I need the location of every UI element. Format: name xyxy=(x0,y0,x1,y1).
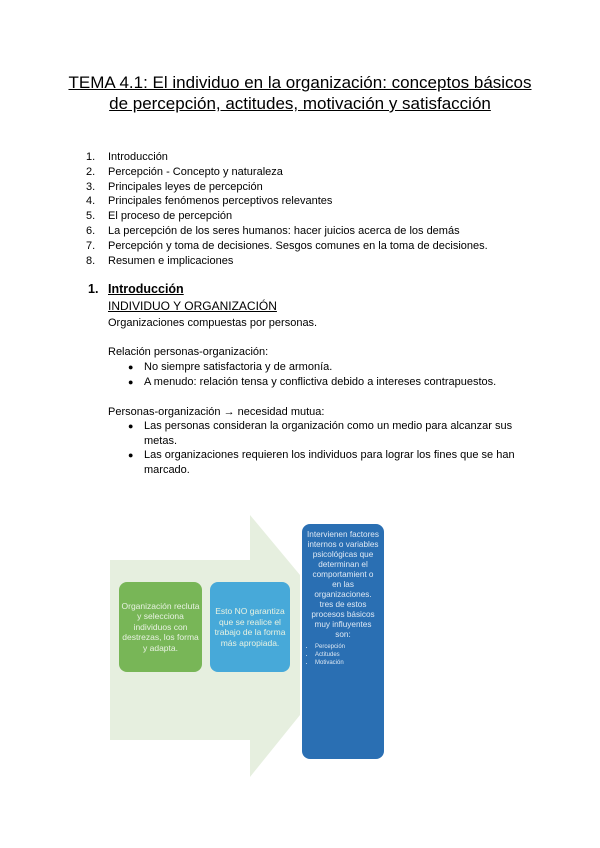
toc-item xyxy=(86,150,488,165)
toc-text: Resumen e implicaciones xyxy=(108,254,234,267)
toc-text: Percepción - Concepto y naturaleza xyxy=(108,165,283,178)
dark-box-text: Intervienen factores internos o variables psicológicas que determinan el comportamient o en las organizaciones. tres de estos procesos básicos muy influyentes son: xyxy=(307,530,379,639)
bullet-text: Las personas consideran la organización como un medio para alcanzar sus metas. xyxy=(144,420,513,447)
toc-text: Introducción xyxy=(108,151,168,163)
page-title: TEMA 4.1: El individuo en la organización: conceptos básicos de percepción, actitudes, motivación y satisfacción xyxy=(68,73,532,113)
toc-number: 7. xyxy=(86,239,96,252)
toc-number: 6. xyxy=(86,224,96,237)
bullet-text: A menudo: relación tensa y conflictiva debido a intereses contrapuestos. xyxy=(144,376,497,388)
bullet-icon: ● xyxy=(128,362,134,372)
bullet-text: Las organizaciones requieren los individuos para lograr los fines que se han marcado. xyxy=(144,449,515,476)
toc-number: 2. xyxy=(86,165,96,178)
toc-item xyxy=(86,239,488,254)
bullet-text: No siempre satisfactoria y de armonía. xyxy=(144,361,333,373)
section-title: Introducción xyxy=(108,282,184,296)
toc-item xyxy=(86,209,488,224)
bullet-item xyxy=(128,360,534,375)
toc-text: Principales leyes de percepción xyxy=(108,180,263,193)
paragraph: Personas-organización → necesidad mutua: xyxy=(108,406,325,418)
toc-item xyxy=(86,194,488,209)
list-item: • Percepción xyxy=(315,643,379,651)
toc-item xyxy=(86,224,488,239)
toc-number: 5. xyxy=(86,210,96,223)
bullet-icon: ● xyxy=(128,450,134,460)
paragraph: Relación personas-organización: xyxy=(108,346,269,358)
toc-text: La percepción de los seres humanos: hacer juicios acerca de los demás xyxy=(108,224,460,237)
toc-item xyxy=(86,165,488,180)
toc-number: 3. xyxy=(86,180,96,193)
list-item: • Actitudes xyxy=(315,651,379,659)
paragraph: Organizaciones compuestas por personas. xyxy=(108,317,318,329)
bullet-icon: ● xyxy=(128,421,134,431)
toc-number: 8. xyxy=(86,254,96,267)
green-box-text: Organización recluta y selecciona individuos con destrezas, los forma y adapta. xyxy=(121,600,200,653)
section-heading xyxy=(88,282,184,296)
bullet-icon: ● xyxy=(128,377,134,387)
toc-text: Principales fenómenos perceptivos relevantes xyxy=(108,195,333,208)
section-number: 1. xyxy=(88,282,99,296)
toc-item xyxy=(86,254,488,269)
toc-number: 1. xyxy=(86,151,96,163)
toc-item xyxy=(86,180,488,195)
table-of-contents xyxy=(86,150,488,268)
bullet-item xyxy=(128,448,534,478)
bullet-item xyxy=(128,419,534,449)
blue-box-text: Esto NO garantiza que se realice el trabajo de la forma más apropiada. xyxy=(214,606,286,648)
green-box xyxy=(119,582,202,672)
list-item: • Motivación xyxy=(315,659,379,667)
bullet-item xyxy=(128,375,534,390)
dark-box-list xyxy=(307,643,379,667)
dark-box xyxy=(302,524,384,759)
blue-box xyxy=(210,582,290,672)
toc-text: Percepción y toma de decisiones. Sesgos comunes en la toma de decisiones. xyxy=(108,239,488,252)
subheading: INDIVIDUO Y ORGANIZACIÓN xyxy=(108,299,277,313)
toc-text: El proceso de percepción xyxy=(108,210,233,223)
toc-number: 4. xyxy=(86,195,96,208)
